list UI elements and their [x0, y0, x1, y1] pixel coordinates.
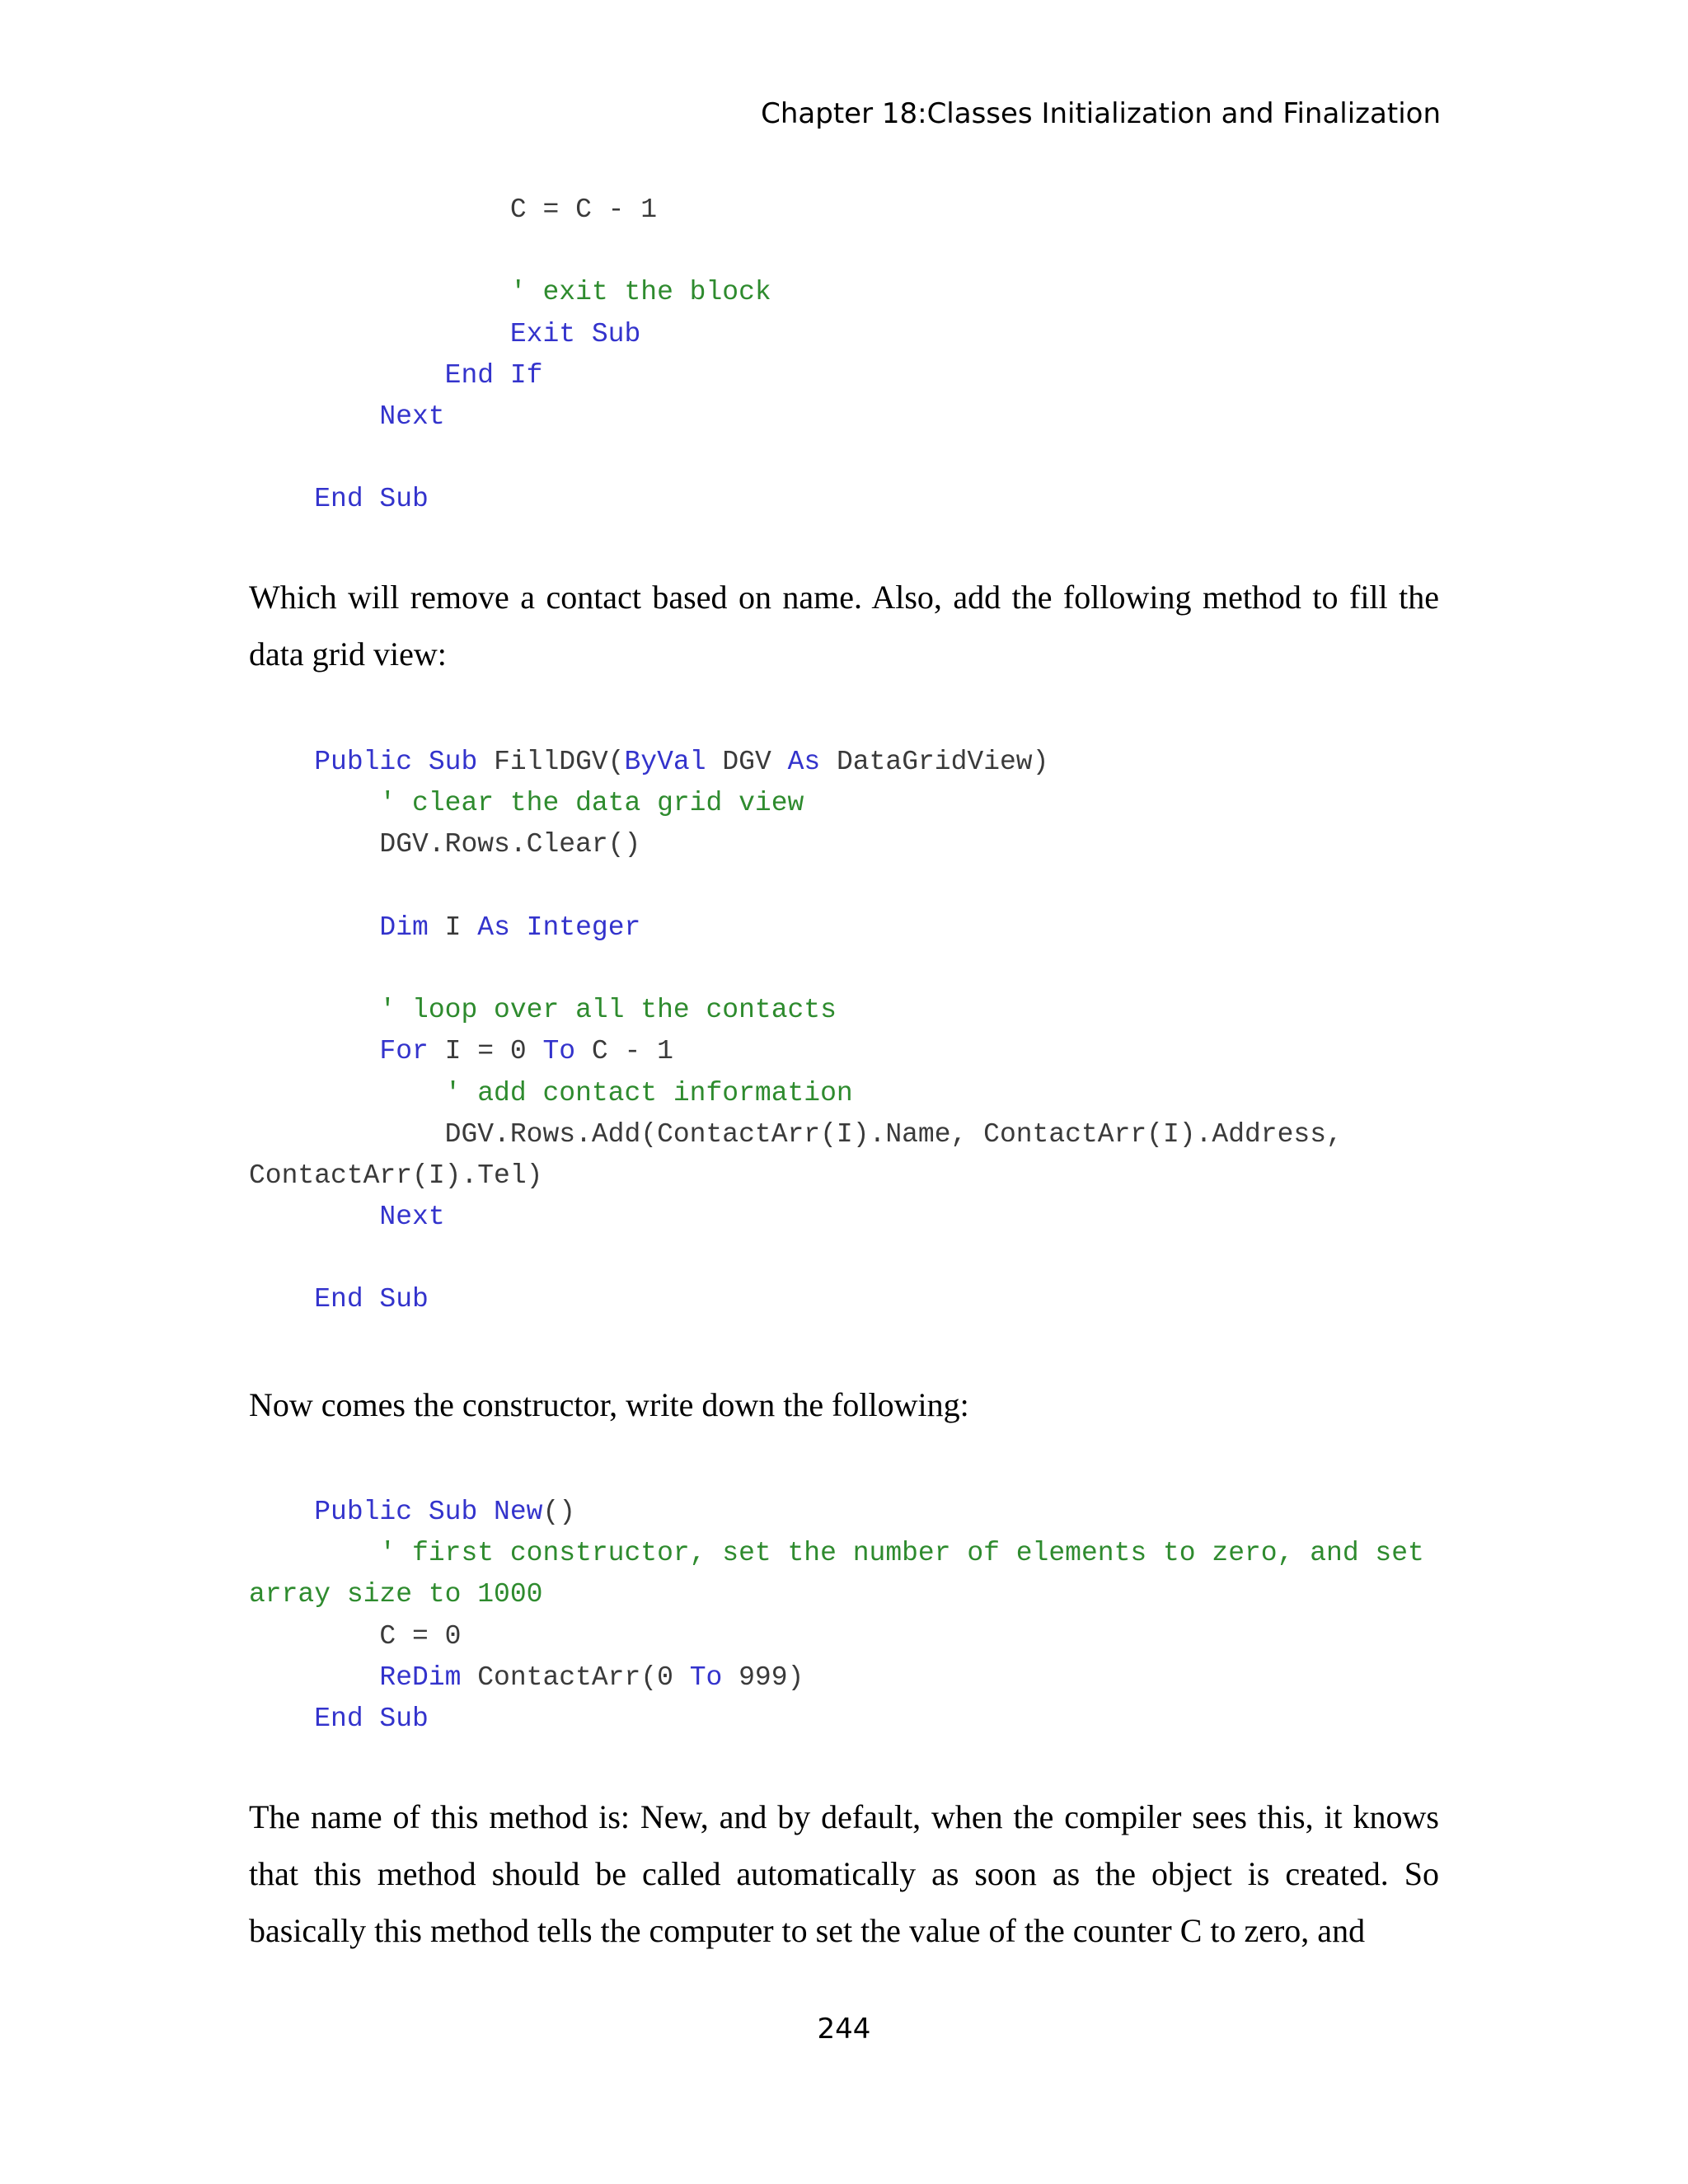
code-line — [249, 231, 771, 272]
code-keyword: End Sub — [249, 484, 429, 515]
code-line — [249, 1492, 1424, 1533]
code-line — [249, 1031, 1343, 1072]
code-line — [249, 272, 771, 313]
code-block-fill-dgv — [249, 742, 1343, 1321]
code-comment: array size to 1000 — [249, 1579, 543, 1610]
code-line — [249, 824, 1343, 865]
code-line — [249, 949, 1343, 990]
code-comment: ' loop over all the contacts — [249, 995, 837, 1026]
code-line — [249, 1279, 1343, 1320]
code-keyword: Dim — [249, 912, 429, 943]
code-line — [249, 314, 771, 355]
code-block-remove-contact-end — [249, 190, 771, 521]
code-line — [249, 1155, 1343, 1197]
paragraph-constructor-intro: Now comes the constructor, write down the following: — [249, 1386, 969, 1423]
code-line — [249, 396, 771, 438]
code-comment: ' clear the data grid view — [249, 788, 804, 819]
code-keyword: Next — [249, 1202, 445, 1233]
code-line — [249, 190, 771, 231]
code-line — [249, 1114, 1343, 1155]
code-keyword: ByVal — [624, 747, 706, 777]
paragraph-remove-contact: Which will remove a contact based on name. Also, add the following method to fill the data grid view: — [249, 579, 1439, 673]
code-text: C - 1 — [575, 1036, 673, 1067]
code-line — [249, 1616, 1424, 1657]
code-keyword: End Sub — [249, 1703, 429, 1734]
code-text: DGV.Rows.Add(ContactArr(I).Name, ContactArr(I).Address, — [249, 1118, 1343, 1150]
code-line — [249, 1574, 1424, 1615]
code-keyword: ReDim — [249, 1661, 462, 1693]
code-keyword: For — [249, 1036, 429, 1067]
code-text: C = 0 — [249, 1620, 462, 1652]
code-keyword: Public Sub New — [249, 1497, 543, 1527]
page-number: 244 — [817, 2013, 871, 2046]
code-text: () — [542, 1497, 576, 1527]
code-keyword: Exit Sub — [249, 318, 641, 349]
code-text: C = C - 1 — [249, 194, 658, 225]
code-text: ContactArr(0 — [461, 1661, 690, 1693]
code-text: I — [428, 912, 478, 943]
code-line — [249, 866, 1343, 907]
code-line — [249, 1699, 1424, 1740]
paragraph-constructor-explanation: The name of this method is: New, and by default, when the compiler sees this, it knows that this method should be called automatically as soon as the object is created. So basically this method tells the computer to set the value of the counter C to zero, and — [249, 1798, 1439, 1949]
code-keyword: As Integer — [477, 912, 641, 943]
code-line — [249, 1197, 1343, 1238]
code-line — [249, 742, 1343, 783]
code-line — [249, 990, 1343, 1031]
code-line — [249, 783, 1343, 824]
code-keyword: As — [787, 747, 821, 777]
code-keyword: Public Sub — [249, 747, 495, 777]
code-text: DGV.Rows.Clear() — [249, 829, 641, 860]
code-text: DGV — [706, 747, 788, 777]
code-line — [249, 438, 771, 479]
code-keyword: To — [689, 1661, 723, 1693]
code-text: ContactArr(I).Tel) — [249, 1160, 543, 1191]
code-line — [249, 1238, 1343, 1279]
running-header: Chapter 18:Classes Initialization and Finalization — [761, 97, 1441, 130]
code-block-constructor — [249, 1492, 1424, 1740]
code-line — [249, 355, 771, 396]
code-comment: ' first constructor, set the number of elements to zero, and set — [249, 1538, 1424, 1569]
code-keyword: Next — [249, 401, 445, 432]
code-line — [249, 1533, 1424, 1574]
code-text: DataGridView) — [820, 747, 1049, 777]
code-comment: ' add contact information — [249, 1077, 853, 1108]
code-keyword: To — [542, 1036, 576, 1067]
code-keyword: End If — [249, 359, 543, 391]
code-text: 999) — [722, 1661, 804, 1693]
code-line — [249, 907, 1343, 949]
code-line — [249, 1657, 1424, 1699]
code-line — [249, 1073, 1343, 1114]
code-keyword: End Sub — [249, 1284, 429, 1315]
code-comment: ' exit the block — [249, 277, 771, 308]
code-text: I = 0 — [428, 1036, 543, 1067]
code-line — [249, 479, 771, 520]
code-text: FillDGV( — [494, 747, 625, 777]
